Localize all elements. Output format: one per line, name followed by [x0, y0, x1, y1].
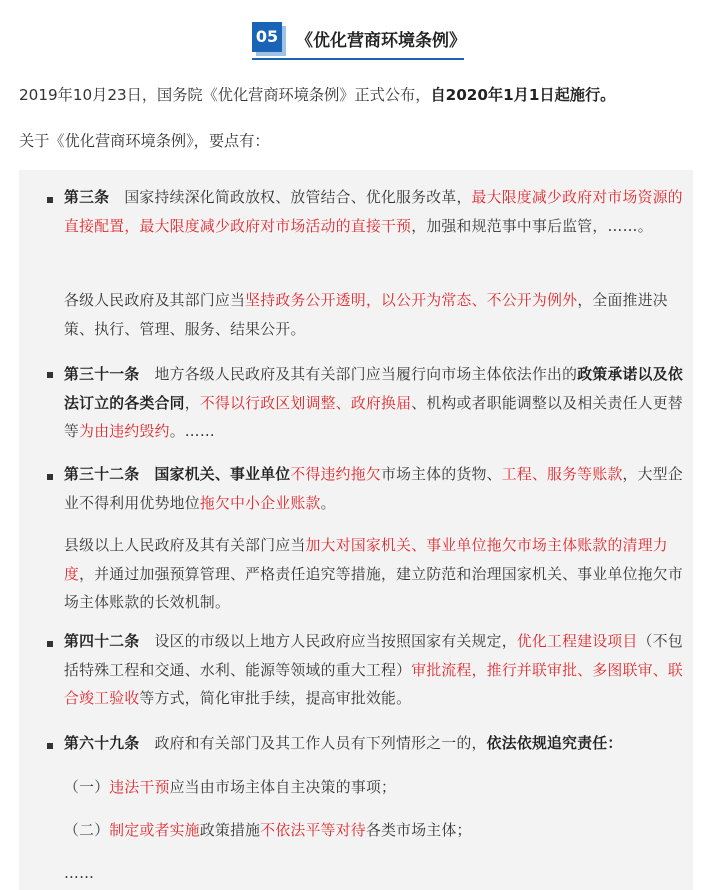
article-69 [64, 730, 684, 759]
article-label: 第四十二条 [64, 633, 140, 650]
item-number: （二） [64, 822, 110, 839]
article-text: ， [184, 394, 200, 412]
highlight-text: 坚持政务公开透明，以公开为常态、不公开为例外 [245, 292, 578, 309]
article-69-item-2 [64, 817, 684, 846]
article-69-item-1 [64, 774, 684, 803]
highlight-text: 违法干预 [109, 779, 170, 796]
intro-text: 2019年10月23日，国务院《优化营商环境条例》正式公布， [19, 86, 431, 104]
highlight-text: 不得以行政区划调整、政府换届 [199, 394, 412, 412]
article-text: 各级人民政府及其部门应当 [64, 292, 246, 309]
highlight-text: 不依法平等对待 [260, 822, 366, 839]
highlight-text: 优化工程建设项目 [516, 633, 638, 650]
item-number: （一） [64, 779, 110, 796]
bold-text: 依法依规追究责任： [486, 735, 623, 752]
bold-text: 国家机关、事业单位 [154, 466, 291, 483]
section-title: 《优化营商环境条例》 [296, 31, 466, 51]
article-69-ellipsis: …… [64, 865, 95, 882]
article-label: 第三十二条 [64, 466, 140, 483]
highlight-text: 审批流程，推行并联审批、多图联审、联合竣工验收 [64, 661, 683, 707]
article-text: ，全面推进决策、执行、管理、服务、结果公开。 [64, 292, 668, 338]
highlight-text: 制定或者实施 [109, 822, 200, 839]
section-header [0, 18, 712, 58]
article-text: ，加强和规范事中事后监管，……。 [411, 217, 653, 235]
highlight-text: 拖欠中小企业账款 [199, 494, 321, 512]
bullet-icon [47, 474, 53, 480]
article-text: （不包括特殊工程和交通、水利、能源等领域的重大工程） [64, 633, 683, 679]
article-text: 国家持续深化简政放权、放管结合、优化服务改革， [124, 189, 472, 206]
article-text: 各类市场主体； [365, 822, 472, 839]
bullet-icon [47, 197, 53, 203]
article-text: 、机构或者职能调整以及相关责任人更替等 [64, 394, 683, 440]
article-32 [64, 461, 684, 518]
article-3-paragraph-2 [64, 287, 684, 344]
highlight-text: 加大对国家机关、事业单位拖欠市场主体账款的清理力度 [64, 537, 668, 583]
article-text: 政府和有关部门及其工作人员有下列情形之一的， [154, 735, 487, 752]
intro-effective-date: 自2020年1月1日起施行。 [430, 86, 616, 104]
article-text: ，大型企业不得利用优势地位 [64, 466, 683, 512]
article-label: 第三条 [64, 189, 110, 206]
article-42 [64, 628, 684, 714]
article-label: 第六十九条 [64, 735, 140, 752]
article-text: 等方式，简化审批手续，提高审批效能。 [139, 690, 412, 707]
article-31 [64, 361, 684, 447]
intro-paragraph [19, 82, 699, 108]
section-number-badge: 05 [252, 22, 282, 52]
article-label: 第三十一条 [64, 366, 140, 383]
article-text: 。 [320, 494, 336, 512]
article-text: 应当由市场主体自主决策的事项； [169, 779, 397, 796]
bold-text: 政策承诺以及依法订立的各类合同 [64, 366, 683, 412]
highlight-text: 为由违约毁约 [79, 423, 170, 440]
article-text: 。…… [169, 423, 215, 440]
bullet-icon [47, 743, 53, 749]
highlight-text: 最大限度减少政府对市场资源的直接配置，最大限度减少政府对市场活动的直接干预 [64, 189, 683, 235]
article-32-paragraph-2 [64, 532, 684, 618]
bullet-icon [47, 641, 53, 647]
article-text: 设区的市级以上地方人民政府应当按照国家有关规定， [154, 633, 517, 650]
article-text: 地方各级人民政府及其有关部门应当履行向市场主体依法作出的 [154, 366, 578, 383]
highlight-text: 不得违约拖欠 [290, 466, 381, 483]
article-text: 县级以上人民政府及其有关部门应当 [64, 537, 306, 554]
article-3 [64, 184, 684, 241]
article-text: 市场主体的货物、 [380, 466, 502, 483]
title-underline [252, 58, 464, 60]
highlight-text: 工程、服务等账款 [501, 466, 623, 483]
intro-key-points: 关于《优化营商环境条例》，要点有： [19, 132, 270, 150]
article-text: 政策措施 [199, 822, 261, 839]
article-text: ，并通过加强预算管理、严格责任追究等措施，建立防范和治理国家机关、事业单位拖欠市场主体账款的长效机制。 [64, 565, 683, 611]
bullet-icon [47, 372, 53, 378]
